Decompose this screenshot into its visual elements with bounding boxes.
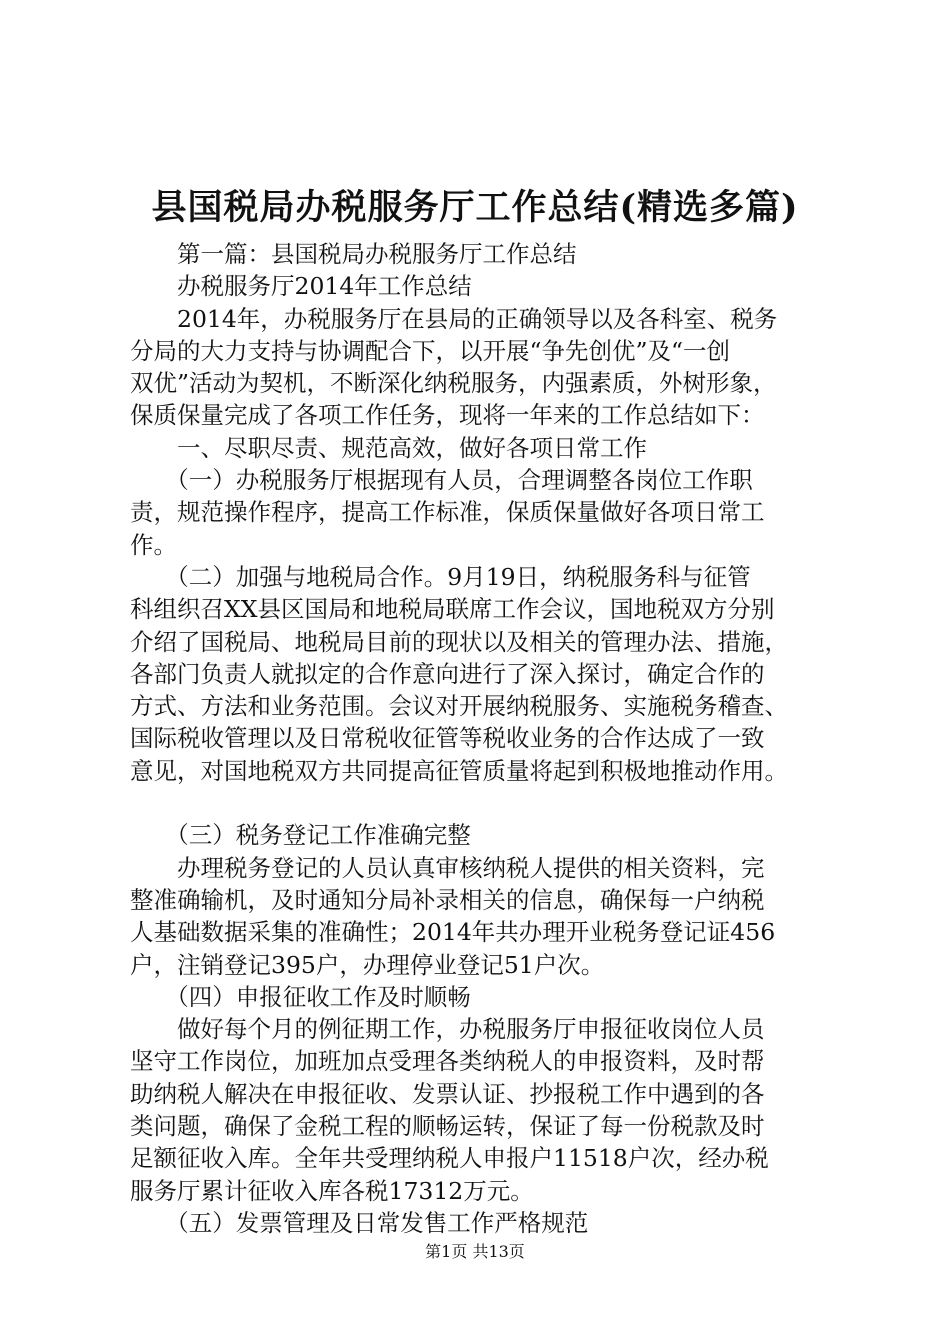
body-line: 户，注销登记395户，办理停业登记51户次。: [130, 950, 605, 979]
body-line: 足额征收入库。全年共受理纳税人申报户11518户次，经办税: [130, 1144, 769, 1173]
body-line: 类问题，确保了金税工程的顺畅运转，保证了每一份税款及时: [130, 1112, 765, 1141]
body-line: 2014年，办税服务厅在县局的正确领导以及各科室、税务: [130, 304, 778, 333]
body-line: 各部门负责人就拟定的合作意向进行了深入探讨，确定合作的: [130, 659, 765, 688]
document-body: [130, 238, 830, 1239]
body-line: 双优”活动为契机，不断深化纳税服务，内强素质，外树形象，: [130, 369, 777, 398]
body-line: 分局的大力支持与协调配合下，以开展“争先创优”及“一创: [130, 336, 731, 365]
body-line: 办理税务登记的人员认真审核纳税人提供的相关资料，完: [130, 853, 765, 882]
body-line: 意见，对国地税双方共同提高征管质量将起到积极地推动作用。: [130, 756, 788, 785]
body-line: 人基础数据采集的准确性；2014年共办理开业税务登记证456: [130, 918, 776, 947]
body-line: 责，规范操作程序，提高工作标准，保质保量做好各项日常工: [130, 498, 765, 527]
body-line: 作。: [130, 530, 177, 559]
body-line: 第一篇：县国税局办税服务厅工作总结: [130, 240, 577, 268]
body-line: 方式、方法和业务范围。会议对开展纳税服务、实施税务稽查、: [130, 692, 788, 721]
body-line: 助纳税人解决在申报征收、发票认证、抄报税工作中遇到的各: [130, 1079, 765, 1108]
body-line: 做好每个月的例征期工作，办税服务厅申报征收岗位人员: [130, 1015, 765, 1044]
document-title: 县国税局办税服务厅工作总结(精选多篇): [151, 187, 799, 228]
body-line: 一、尽职尽责、规范高效，做好各项日常工作: [130, 433, 647, 462]
body-line: 办税服务厅2014年工作总结: [130, 272, 472, 301]
body-line: 保质保量完成了各项工作任务，现将一年来的工作总结如下：: [130, 401, 765, 430]
body-line: 科组织召XX县区国局和地税局联席工作会议，国地税双方分别: [130, 595, 775, 624]
body-line: [130, 787, 830, 819]
body-line: （一）办税服务厅根据现有人员，合理调整各岗位工作职: [130, 466, 753, 495]
body-line: 介绍了国税局、地税局目前的现状以及相关的管理办法、措施，: [130, 627, 788, 656]
body-line: （二）加强与地税局合作。9月19日，纳税服务科与征管: [130, 562, 751, 591]
body-line: （三）税务登记工作准确完整: [130, 821, 471, 850]
body-line: 坚守工作岗位，加班加点受理各类纳税人的申报资料，及时帮: [130, 1047, 765, 1076]
body-line: 国际税收管理以及日常税收征管等税收业务的合作达成了一致: [130, 724, 765, 753]
page-footer: 第1页 共13页: [425, 1242, 525, 1261]
body-line: （四）申报征收工作及时顺畅: [130, 982, 471, 1011]
body-line: （五）发票管理及日常发售工作严格规范: [130, 1208, 589, 1237]
body-line: 整准确输机，及时通知分局补录相关的信息，确保每一户纳税: [130, 885, 765, 914]
body-line: 服务厅累计征收入库各税17312万元。: [130, 1176, 534, 1205]
